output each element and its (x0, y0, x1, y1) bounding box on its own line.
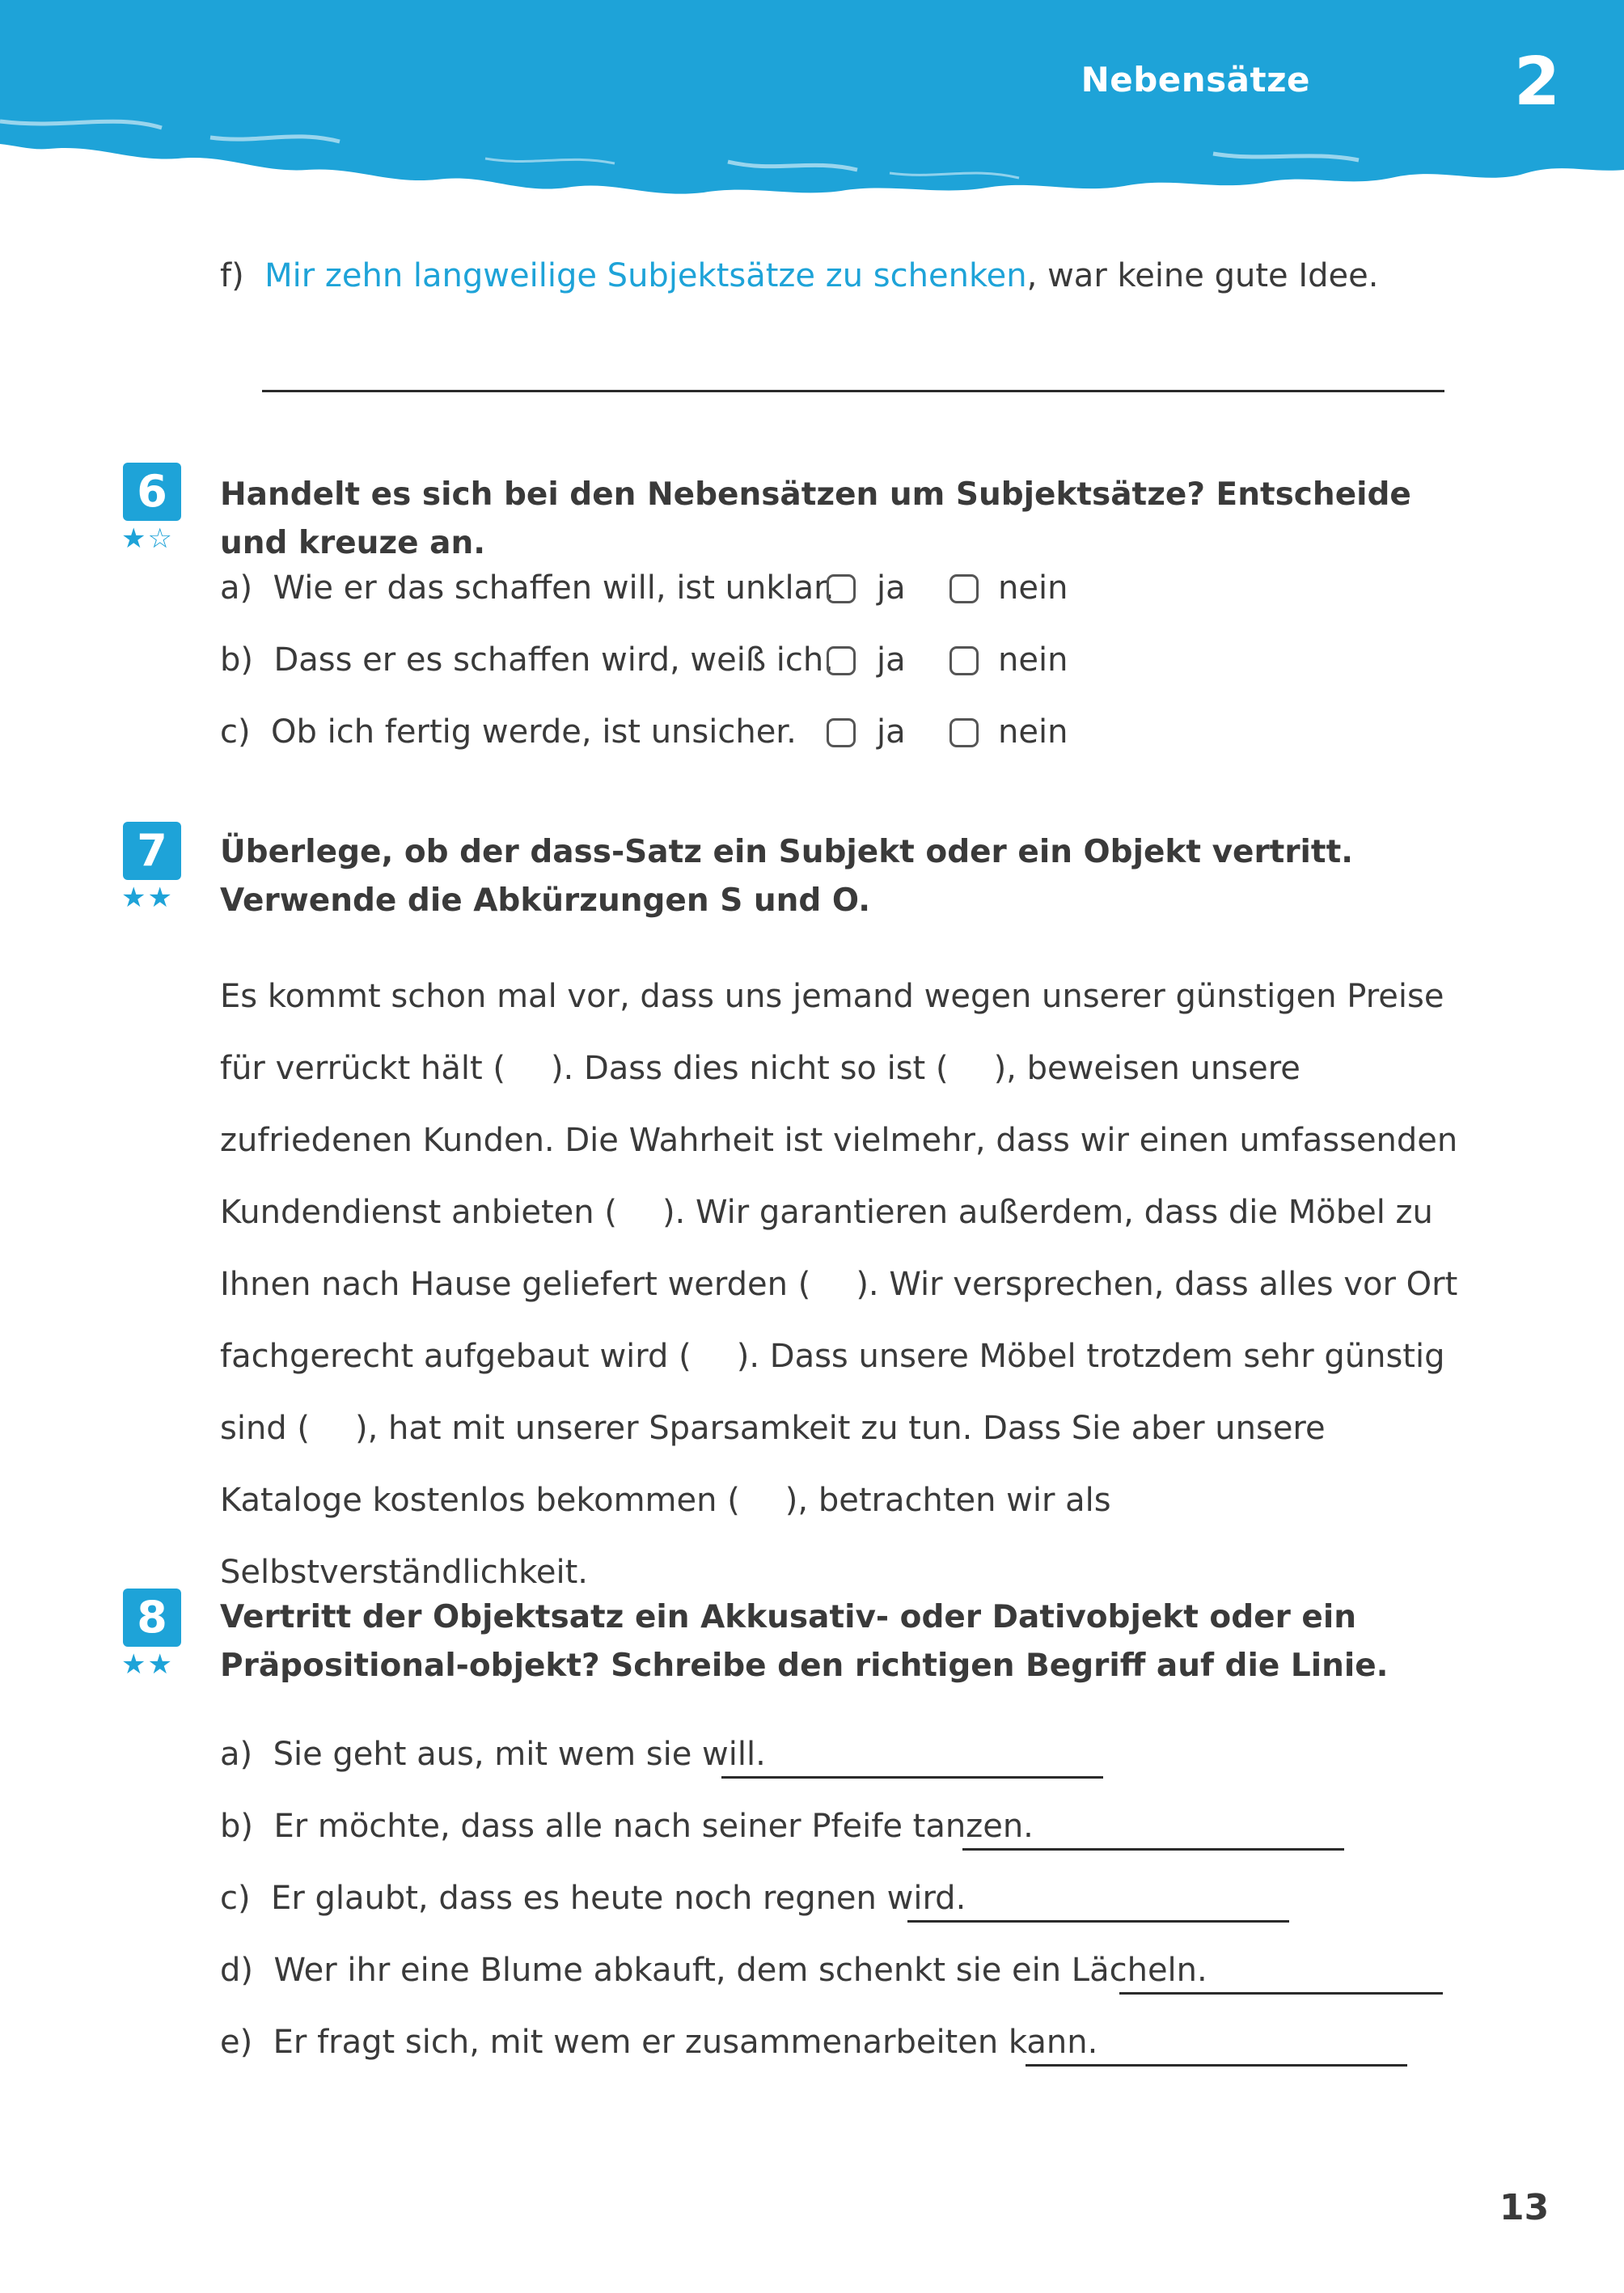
paragraph-segment: ), beweisen unsere zufriedenen Kunden. Die Wahrheit ist vielmehr, dass wir einen umfassenden Kundendienst anbieten ( (220, 1050, 1458, 1231)
exercise-8-item-b (220, 1808, 1034, 1845)
page-number: 13 (1499, 2187, 1550, 2228)
item-label: b) (220, 641, 253, 679)
exercise-8-number-badge: 8 (123, 1589, 181, 1647)
item-label: c) (220, 713, 251, 751)
item-text: Er möchte, dass alle nach seiner Pfeife tanzen. (273, 1808, 1034, 1845)
answer-line-8e[interactable] (1026, 2064, 1407, 2067)
option-no-label: nein (998, 641, 1068, 679)
exercise-7-paragraph (220, 961, 1465, 1609)
exercise-8-item-d (220, 1952, 1207, 1989)
option-no-label: nein (998, 569, 1068, 607)
item-text: Wie er das schaffen will, ist unklar. (273, 569, 835, 607)
checkbox-b-yes[interactable] (827, 646, 856, 675)
exercise-8-task: Vertritt der Objektsatz ein Akkusativ- oder Dativobjekt oder ein Präpositional-objekt? Schreibe den richtigen Begriff auf die Linie. (220, 1599, 1389, 1684)
exercise-5-item-f (220, 257, 1378, 294)
difficulty-stars-8: ★★ (121, 1648, 174, 1681)
option-yes-label: ja (877, 641, 906, 679)
highlighted-subject-clause: Mir zehn langweilige Subjektsätze zu schenken (264, 257, 1027, 294)
item-text: Dass er es schaffen wird, weiß ich. (273, 641, 834, 679)
exercise-8-item-e (220, 2024, 1097, 2061)
answer-line-8d[interactable] (1119, 1992, 1443, 1995)
paragraph-segment: ), hat mit unserer Sparsamkeit zu tun. Dass Sie aber unsere Kataloge kostenlos bekommen ( (220, 1410, 1326, 1519)
exercise-6-task: Handelt es sich bei den Nebensätzen um Subjektsätze? Entscheide und kreuze an. (220, 476, 1411, 561)
item-label: d) (220, 1952, 253, 1989)
item-label: b) (220, 1808, 253, 1845)
item-text: Wer ihr eine Blume abkauft, dem schenkt sie ein Lächeln. (273, 1952, 1207, 1989)
option-yes-label: ja (877, 713, 906, 751)
chapter-title: Nebensätze (1081, 60, 1310, 99)
item-label: c) (220, 1880, 251, 1917)
checkbox-c-yes[interactable] (827, 718, 856, 747)
item-text: Er glaubt, dass es heute noch regnen wird. (271, 1880, 966, 1917)
exercise-6-item-b (220, 641, 834, 679)
exercise-7-number-badge: 7 (123, 822, 181, 880)
paragraph-segment: ). Dass unsere Möbel trotzdem sehr günstig sind ( (220, 1338, 1445, 1447)
item-text: Sie geht aus, mit wem sie will. (273, 1736, 766, 1773)
paragraph-segment: ). Wir versprechen, dass alles vor Ort fachgerecht aufgebaut wird ( (220, 1266, 1458, 1375)
checkbox-a-no[interactable] (949, 574, 979, 603)
answer-line-8c[interactable] (907, 1920, 1289, 1923)
checkbox-c-no[interactable] (949, 718, 979, 747)
exercise-8-item-c (220, 1880, 966, 1917)
answer-line-8a[interactable] (721, 1776, 1103, 1779)
item-label: a) (220, 1736, 253, 1773)
checkbox-a-yes[interactable] (827, 574, 856, 603)
difficulty-stars-7: ★★ (121, 882, 174, 914)
difficulty-stars-6: ★☆ (121, 522, 174, 555)
paragraph-segment: ). Wir garantieren außerdem, dass die Möbel zu Ihnen nach Hause geliefert werden ( (220, 1194, 1433, 1303)
item-label: a) (220, 569, 253, 607)
item-text: Ob ich fertig werde, ist unsicher. (271, 713, 797, 751)
exercise-6-item-c (220, 713, 797, 751)
paragraph-segment: Es kommt schon mal vor, dass uns jemand wegen unserer günstigen Preise für verrückt hält ( (220, 978, 1444, 1087)
option-no-label: nein (998, 713, 1068, 751)
paragraph-segment: ), betrachten wir als Selbstverständlichkeit. (220, 1482, 1111, 1591)
item-text: Er fragt sich, mit wem er zusammenarbeiten kann. (273, 2024, 1098, 2061)
checkbox-b-no[interactable] (949, 646, 979, 675)
exercise-7-task: Überlege, ob der dass-Satz ein Subjekt oder ein Objekt vertritt. Verwende die Abkürzungen S und O. (220, 834, 1354, 919)
item-label: f) (220, 257, 244, 294)
answer-line-f[interactable] (262, 390, 1444, 392)
exercise-8-item-a (220, 1736, 766, 1773)
exercise-6-number-badge: 6 (123, 463, 181, 521)
item-label: e) (220, 2024, 253, 2061)
paragraph-segment: ). Dass dies nicht so ist ( (550, 1050, 949, 1087)
item-rest-text: , war keine gute Idee. (1026, 257, 1379, 294)
chapter-number: 2 (1514, 44, 1561, 121)
answer-line-8b[interactable] (962, 1848, 1344, 1851)
option-yes-label: ja (877, 569, 906, 607)
exercise-6-item-a (220, 569, 835, 607)
